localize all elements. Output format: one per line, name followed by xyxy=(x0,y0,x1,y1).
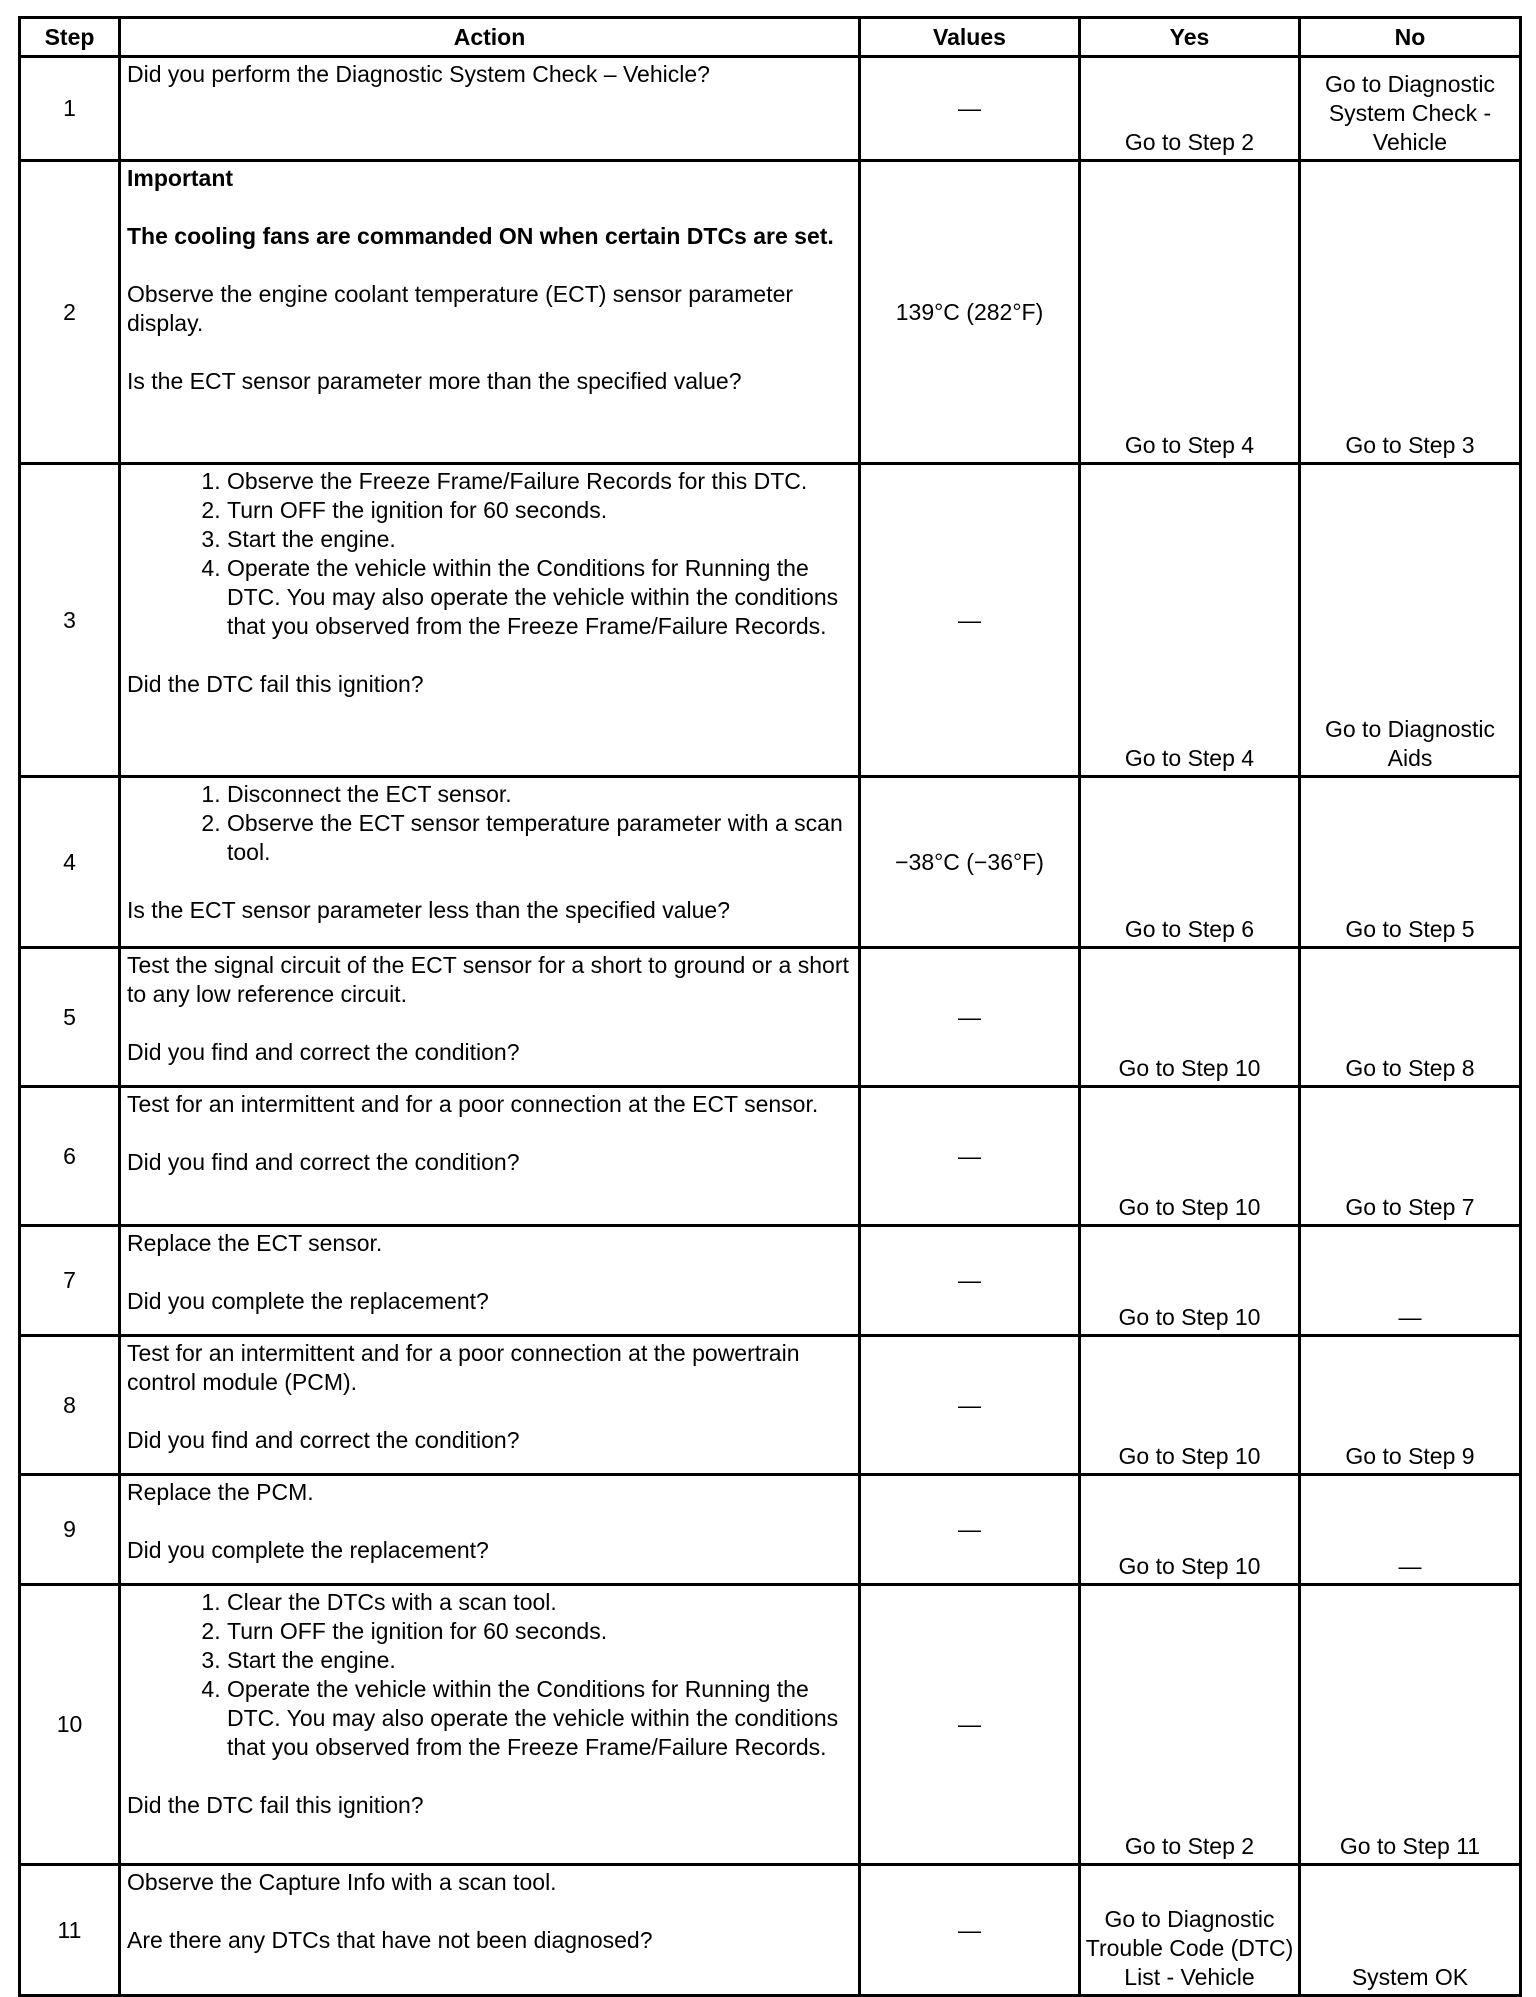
step-number: 11 xyxy=(20,1865,120,1996)
value-cell: 139°C (282°F) xyxy=(860,161,1080,464)
action-text: Test for an intermittent and for a poor connection at the ECT sensor. xyxy=(127,1091,819,1117)
header-yes: Yes xyxy=(1080,18,1300,57)
list-item: 3. Start the engine. xyxy=(227,1646,852,1675)
action-question: Is the ECT sensor parameter more than the specified value? xyxy=(127,368,742,394)
action-cell xyxy=(120,1475,860,1585)
table-row xyxy=(20,1585,1521,1865)
action-question: Did you find and correct the condition? xyxy=(127,1427,520,1453)
header-step: Step xyxy=(20,18,120,57)
value-cell: −38°C (−36°F) xyxy=(860,777,1080,948)
action-text: Observe the Capture Info with a scan tool. xyxy=(127,1869,557,1895)
no-cell: System OK xyxy=(1300,1865,1521,1996)
list-item: 1. Disconnect the ECT sensor. xyxy=(227,780,852,809)
yes-cell: Go to Step 10 xyxy=(1080,1087,1300,1226)
no-cell: Go to Step 9 xyxy=(1300,1336,1521,1475)
step-number: 8 xyxy=(20,1336,120,1475)
action-cell xyxy=(120,948,860,1087)
procedure-list xyxy=(127,1588,852,1762)
action-text: Replace the PCM. xyxy=(127,1479,314,1505)
action-cell xyxy=(120,1585,860,1865)
no-cell: — xyxy=(1300,1226,1521,1336)
table-row xyxy=(20,1865,1521,1996)
action-text: Observe the engine coolant temperature (ECT) sensor parameter display. xyxy=(127,281,794,336)
list-item: 3. Start the engine. xyxy=(227,525,852,554)
list-item: 1. Clear the DTCs with a scan tool. xyxy=(227,1588,852,1617)
no-cell: Go to Step 3 xyxy=(1300,161,1521,464)
table-row xyxy=(20,1475,1521,1585)
step-number: 4 xyxy=(20,777,120,948)
yes-cell: Go to Step 4 xyxy=(1080,464,1300,777)
no-cell: Go to Diagnostic System Check - Vehicle xyxy=(1300,57,1521,161)
action-question: Did the DTC fail this ignition? xyxy=(127,1792,424,1818)
no-cell: Go to Diagnostic Aids xyxy=(1300,464,1521,777)
action-question: Did you find and correct the condition? xyxy=(127,1149,520,1175)
action-question: Did the DTC fail this ignition? xyxy=(127,671,424,697)
list-item: 2. Turn OFF the ignition for 60 seconds. xyxy=(227,496,852,525)
action-text: Did you perform the Diagnostic System Check – Vehicle? xyxy=(127,61,710,87)
action-question: Did you find and correct the condition? xyxy=(127,1039,520,1065)
list-item: 2. Observe the ECT sensor temperature parameter with a scan tool. xyxy=(227,809,852,867)
step-number: 2 xyxy=(20,161,120,464)
step-number: 10 xyxy=(20,1585,120,1865)
yes-cell: Go to Step 2 xyxy=(1080,57,1300,161)
yes-cell: Go to Diagnostic Trouble Code (DTC) List - Vehicle xyxy=(1080,1865,1300,1996)
header-values: Values xyxy=(860,18,1080,57)
action-question: Are there any DTCs that have not been diagnosed? xyxy=(127,1927,653,1953)
action-text: Test the signal circuit of the ECT sensor for a short to ground or a short to any low reference circuit. xyxy=(127,952,849,1007)
action-question: Did you complete the replacement? xyxy=(127,1288,489,1314)
action-cell xyxy=(120,777,860,948)
table-row xyxy=(20,1336,1521,1475)
important-note: The cooling fans are commanded ON when certain DTCs are set. xyxy=(127,223,834,249)
step-number: 9 xyxy=(20,1475,120,1585)
list-item: 4. Operate the vehicle within the Conditions for Running the DTC. You may also operate the vehicle within the conditions that you observed from the Freeze Frame/Failure Records. xyxy=(227,554,852,641)
action-cell xyxy=(120,1865,860,1996)
list-item: 1. Observe the Freeze Frame/Failure Records for this DTC. xyxy=(227,467,852,496)
procedure-list xyxy=(127,467,852,641)
action-cell xyxy=(120,57,860,161)
table-row xyxy=(20,161,1521,464)
yes-cell: Go to Step 6 xyxy=(1080,777,1300,948)
value-cell: — xyxy=(860,1087,1080,1226)
value-cell: — xyxy=(860,57,1080,161)
no-cell: Go to Step 7 xyxy=(1300,1087,1521,1226)
step-number: 5 xyxy=(20,948,120,1087)
no-cell: Go to Step 11 xyxy=(1300,1585,1521,1865)
important-label: Important xyxy=(127,165,234,191)
action-question: Did you complete the replacement? xyxy=(127,1537,489,1563)
header-no: No xyxy=(1300,18,1521,57)
value-cell: — xyxy=(860,1336,1080,1475)
step-number: 1 xyxy=(20,57,120,161)
yes-cell: Go to Step 10 xyxy=(1080,948,1300,1087)
value-cell: — xyxy=(860,948,1080,1087)
value-cell: — xyxy=(860,1226,1080,1336)
value-cell: — xyxy=(860,1865,1080,1996)
yes-cell: Go to Step 2 xyxy=(1080,1585,1300,1865)
diagnostic-table xyxy=(18,16,1522,1997)
action-text: Test for an intermittent and for a poor connection at the powertrain control module (PCM). xyxy=(127,1340,800,1395)
list-item: 4. Operate the vehicle within the Conditions for Running the DTC. You may also operate the vehicle within the conditions that you observed from the Freeze Frame/Failure Records. xyxy=(227,1675,852,1762)
yes-cell: Go to Step 10 xyxy=(1080,1226,1300,1336)
action-cell xyxy=(120,161,860,464)
action-question: Is the ECT sensor parameter less than the specified value? xyxy=(127,897,731,923)
header-action: Action xyxy=(120,18,860,57)
value-cell: — xyxy=(860,464,1080,777)
table-row xyxy=(20,948,1521,1087)
table-row xyxy=(20,1226,1521,1336)
yes-cell: Go to Step 10 xyxy=(1080,1336,1300,1475)
action-text: Replace the ECT sensor. xyxy=(127,1230,383,1256)
value-cell: — xyxy=(860,1585,1080,1865)
no-cell: Go to Step 8 xyxy=(1300,948,1521,1087)
table-row xyxy=(20,57,1521,161)
header-row xyxy=(20,18,1521,57)
list-item: 2. Turn OFF the ignition for 60 seconds. xyxy=(227,1617,852,1646)
table-row xyxy=(20,777,1521,948)
no-cell: — xyxy=(1300,1475,1521,1585)
action-cell xyxy=(120,464,860,777)
no-cell: Go to Step 5 xyxy=(1300,777,1521,948)
action-cell xyxy=(120,1226,860,1336)
action-cell xyxy=(120,1087,860,1226)
step-number: 7 xyxy=(20,1226,120,1336)
yes-cell: Go to Step 10 xyxy=(1080,1475,1300,1585)
procedure-list xyxy=(127,780,852,867)
table-row xyxy=(20,464,1521,777)
step-number: 3 xyxy=(20,464,120,777)
action-cell xyxy=(120,1336,860,1475)
table-row xyxy=(20,1087,1521,1226)
value-cell: — xyxy=(860,1475,1080,1585)
yes-cell: Go to Step 4 xyxy=(1080,161,1300,464)
step-number: 6 xyxy=(20,1087,120,1226)
